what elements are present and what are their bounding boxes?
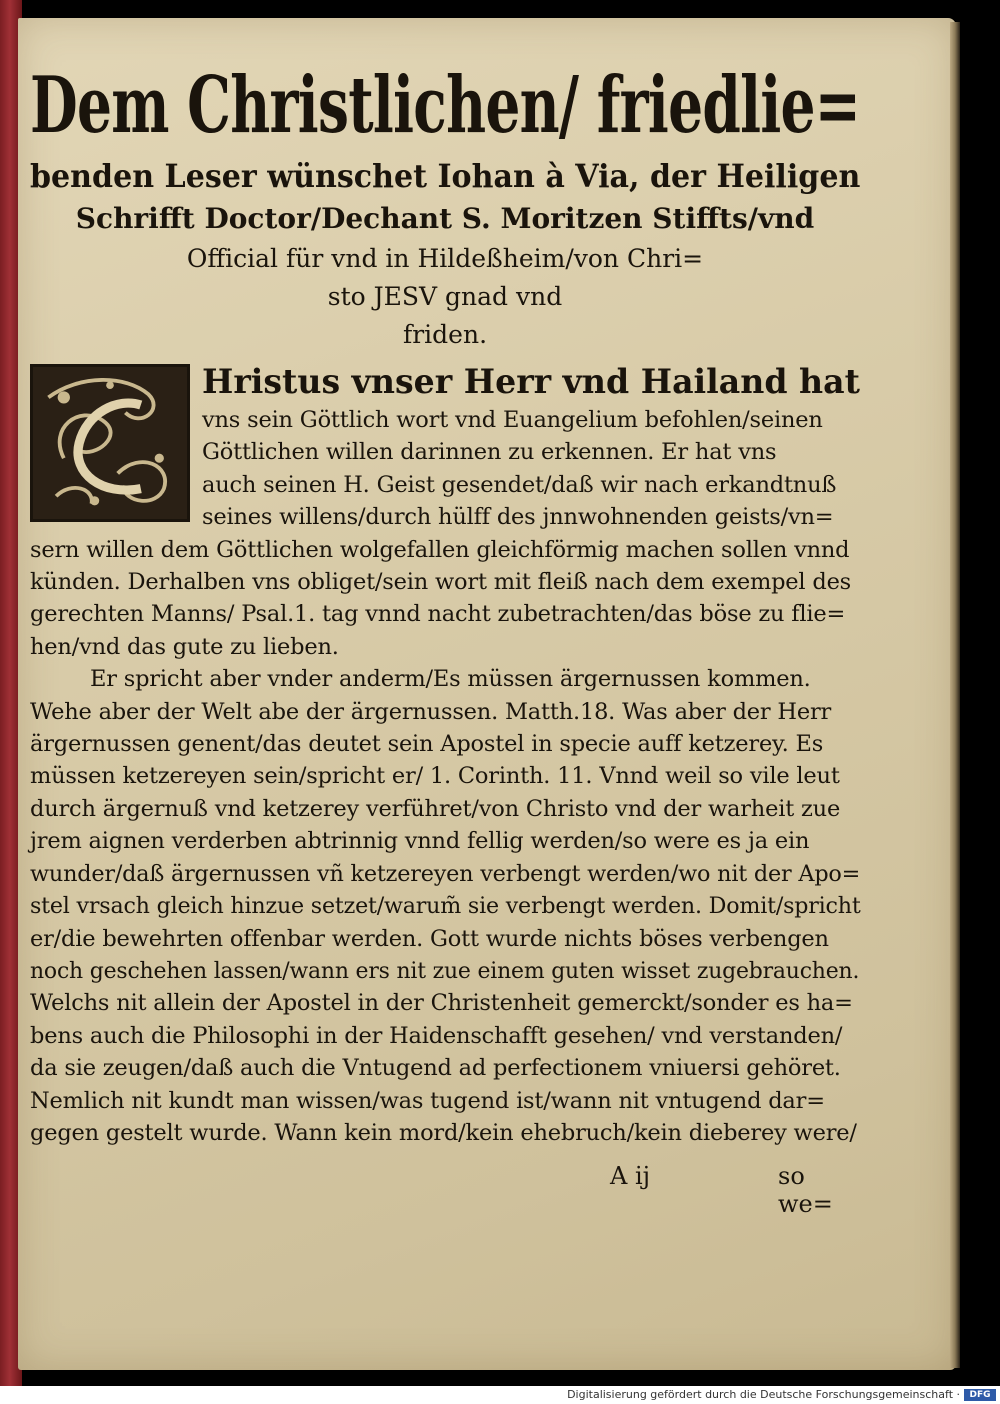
- text-line: Welchs nit allein der Apostel in der Christenheit gemerckt/sonder es ha=: [30, 990, 853, 1017]
- text-line: Wehe aber der Welt abe der ärgernussen. Matth.18. Was aber der Herr: [30, 698, 832, 725]
- text-line: jrem aignen verderben abtrinnig vnnd fellig werden/so were es ja ein: [30, 828, 810, 855]
- text-line: wunder/daß ärgernussen vñ ketzereyen verbengt werden/wo nit der Apo=: [30, 860, 861, 887]
- text-line: auch seinen H. Geist gesendet/daß wir nach erkandtnuß: [202, 471, 837, 498]
- opening-line: Hristus vnser Herr vnd Hailand hat: [202, 362, 860, 402]
- signature-mark: A ij: [610, 1162, 651, 1190]
- text-line: müssen ketzereyen sein/spricht er/ 1. Corinth. 11. Vnnd weil so vile leut: [30, 763, 840, 790]
- text-line: künden. Derhalben vns obliget/sein wort mit fleiß nach dem exempel des: [30, 569, 852, 596]
- subtitle-line-2: Schrifft Doctor/Dechant S. Moritzen Stiffts/vnd: [75, 202, 815, 235]
- text-line: sern willen dem Göttlichen wolgefallen gleichförmig machen sollen vnnd: [30, 536, 850, 563]
- headline: Dem Christlichen/ friedlie=: [30, 60, 861, 151]
- catchword: so we=: [778, 1162, 833, 1218]
- text-line: gegen gestelt wurde. Wann kein mord/kein ehebruch/kein dieberey were/: [30, 1119, 857, 1146]
- text-line: da sie zeugen/daß auch die Vntugend ad perfectionem vniuersi gehöret.: [30, 1055, 841, 1082]
- text-line: bens auch die Philosophi in der Haidenschafft gesehen/ vnd verstanden/: [30, 1022, 843, 1049]
- subtitle-line-5: friden.: [402, 320, 488, 349]
- text-line: hen/vnd das gute zu lieben.: [30, 633, 339, 660]
- text-line: durch ärgernuß vnd ketzerey verführet/von Christo vnd der warheit zue: [30, 795, 841, 822]
- text-line: Göttlichen willen darinnen zu erkennen. Er hat vns: [202, 439, 777, 466]
- title-block: [30, 58, 860, 354]
- subtitle-line-4: sto JESV gnad vnd: [327, 282, 563, 311]
- page-footer: [30, 1162, 860, 1218]
- text-line: er/die bewehrten offenbar werden. Gott wurde nichts böses verbengen: [30, 925, 829, 952]
- subtitle-line-3: Official für vnd in Hildeßheim/von Chri=: [186, 244, 704, 273]
- text-line: noch geschehen lassen/wann ers nit zue einem guten wisset zugebrauchen.: [30, 957, 860, 984]
- text-line: seines willens/durch hülff des jnnwohnenden geists/vn=: [202, 504, 834, 531]
- digitization-credit: [0, 1386, 1000, 1404]
- page-edge-shadow: [950, 22, 960, 1368]
- credit-text: Digitalisierung gefördert durch die Deutsche Forschungsgemeinschaft ·: [567, 1388, 960, 1401]
- text-line: vns sein Göttlich wort vnd Euangelium befohlen/seinen: [202, 407, 823, 433]
- text-line: Er spricht aber vnder anderm/Es müssen ärgernussen kommen.: [90, 666, 811, 693]
- dfg-logo: DFG: [964, 1389, 996, 1401]
- subtitle-line-1: benden Leser wünschet Iohan à Via, der Heiligen: [30, 157, 861, 195]
- text-line: stel vrsach gleich hinzue setzet/warum̃ sie verbengt werden. Domit/spricht: [30, 893, 861, 920]
- decorated-initial-c-icon: [30, 364, 190, 522]
- body-text: [30, 360, 860, 1149]
- text-line: ärgernussen genent/das deutet sein Apostel in specie auff ketzerey. Es: [30, 731, 824, 758]
- text-line: Nemlich nit kundt man wissen/was tugend ist/wann nit vntugend dar=: [30, 1087, 825, 1114]
- text-line: gerechten Manns/ Psal.1. tag vnnd nacht zubetrachten/das böse zu flie=: [30, 601, 846, 628]
